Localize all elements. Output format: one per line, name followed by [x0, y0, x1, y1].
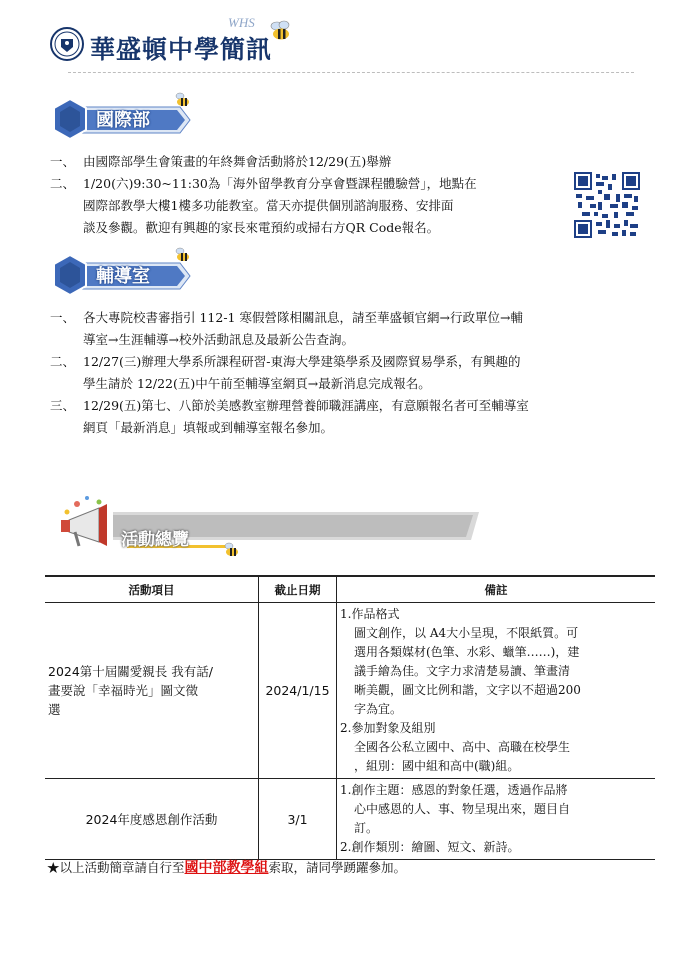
- deadline-cell: 2024/1/15: [259, 603, 337, 779]
- item-text: 1/20(六)9:30~11:30為「海外留學教育分享會暨課程體驗營」，地點在: [83, 176, 477, 191]
- activities-table: [45, 575, 655, 860]
- school-logo: [50, 27, 84, 61]
- column-header: 備註: [337, 576, 656, 603]
- table-row: [45, 779, 655, 860]
- intl-badge-label: 國際部: [96, 110, 150, 131]
- guidance-badge-label: 輔導室: [96, 266, 150, 287]
- footer-highlight: 國中部教學組: [184, 860, 269, 876]
- whs-logo-text: WHS: [228, 15, 255, 30]
- item-text: 學生請於 12/22(五)中午前至輔導室網頁→最新消息完成報名。: [83, 376, 431, 391]
- list-item: [50, 395, 529, 417]
- note-line: 選用各類媒材(色筆、水彩、蠟筆……)，建: [354, 645, 580, 659]
- bee-icon: [174, 247, 192, 267]
- footer-text: 索取，請同學踴躍參加。: [268, 860, 407, 875]
- list-item: [50, 151, 477, 173]
- footer-note: [47, 857, 406, 877]
- cell-line: 選: [48, 702, 61, 717]
- intl-list: [50, 151, 477, 239]
- note-line: ，組別：國中組和高中(職)組。: [354, 759, 520, 773]
- note-line: 字為宜。: [354, 702, 403, 716]
- footer-text: ★以上活動簡章請自行至: [47, 860, 185, 875]
- note-line: 2.創作類別：繪圖、短文、新詩。: [340, 840, 520, 854]
- qr-code[interactable]: [574, 172, 640, 238]
- megaphone-icon: [61, 496, 107, 546]
- newsletter-title: 華盛頓中學簡訊: [90, 35, 273, 64]
- item-number: 一、: [50, 310, 76, 325]
- activities-badge-label: 活動總覽: [121, 530, 189, 550]
- header-divider: [68, 72, 634, 73]
- item-text: 國際部教學大樓1樓多功能教室。當天亦提供個別諮詢服務、安排面: [83, 198, 454, 213]
- cell-line: 畫要說「幸福時光」圖文徵: [48, 683, 199, 698]
- item-text: 12/29(五)第七、八節於美感教室辦理營養師職涯講座，有意願報名者可至輔導室: [83, 398, 529, 413]
- table-header-row: [45, 576, 655, 603]
- item-text: 各大專院校書審指引 112-1 寒假營隊相關訊息，請至華盛頓官網→行政單位→輔: [83, 310, 523, 325]
- note-line: 1.創作主題：感恩的對象任選，透過作品將: [340, 783, 568, 797]
- activity-name-cell: [45, 603, 259, 779]
- guidance-list: [50, 307, 529, 439]
- cell-line: 2024年度感恩創作活動: [85, 811, 218, 827]
- item-text: 網頁「最新消息」填報或到輔導室報名參加。: [83, 420, 334, 435]
- deadline-cell: 3/1: [259, 779, 337, 860]
- note-line: 1.作品格式: [340, 607, 400, 621]
- note-line: 圖文創作，以 A4大小呈現，不限紙質。可: [354, 626, 579, 640]
- item-number: 二、: [50, 176, 76, 191]
- bee-icon: [223, 542, 241, 562]
- item-number: 一、: [50, 154, 76, 169]
- notes-cell: [337, 603, 656, 779]
- column-header: 截止日期: [259, 576, 337, 603]
- table-row: [45, 603, 655, 779]
- note-line: 訂。: [354, 821, 379, 835]
- list-item: [50, 351, 529, 373]
- list-item: [50, 307, 529, 329]
- item-number: 三、: [50, 398, 76, 413]
- notes-cell: [337, 779, 656, 860]
- item-text: 談及參觀。歡迎有興趣的家長來電預約或掃右方QR Code報名。: [83, 220, 440, 235]
- bee-icon: [268, 20, 294, 46]
- note-line: 2.參加對象及組別: [340, 721, 436, 735]
- item-number: 二、: [50, 354, 76, 369]
- note-line: 議手繪為佳。文字力求清楚易讀、筆畫清: [354, 664, 571, 678]
- item-text: 12/27(三)辦理大學系所課程研習-東海大學建築學系及國際貿易學系，有興趣的: [83, 354, 521, 369]
- intl-section-badge: [50, 97, 170, 143]
- note-line: 全國各公私立國中、高中、高職在校學生: [354, 740, 571, 754]
- bee-icon: [174, 92, 192, 112]
- list-item: [50, 173, 477, 195]
- activity-name-cell: [45, 779, 259, 860]
- note-line: 心中感恩的人、事、物呈現出來，題目自: [354, 802, 571, 816]
- guidance-section-badge: [50, 253, 170, 299]
- item-text: 由國際部學生會策畫的年終舞會活動將於12/29(五)舉辦: [83, 154, 392, 169]
- cell-line: 2024第十屆關愛親長 我有話/: [48, 664, 213, 679]
- item-text: 導室→生涯輔導→校外活動訊息及最新公告查詢。: [83, 332, 354, 347]
- column-header: 活動項目: [45, 576, 259, 603]
- activities-banner: [55, 490, 485, 560]
- note-line: 晰美觀，圖文比例和諧，文字以不超過200: [354, 683, 581, 697]
